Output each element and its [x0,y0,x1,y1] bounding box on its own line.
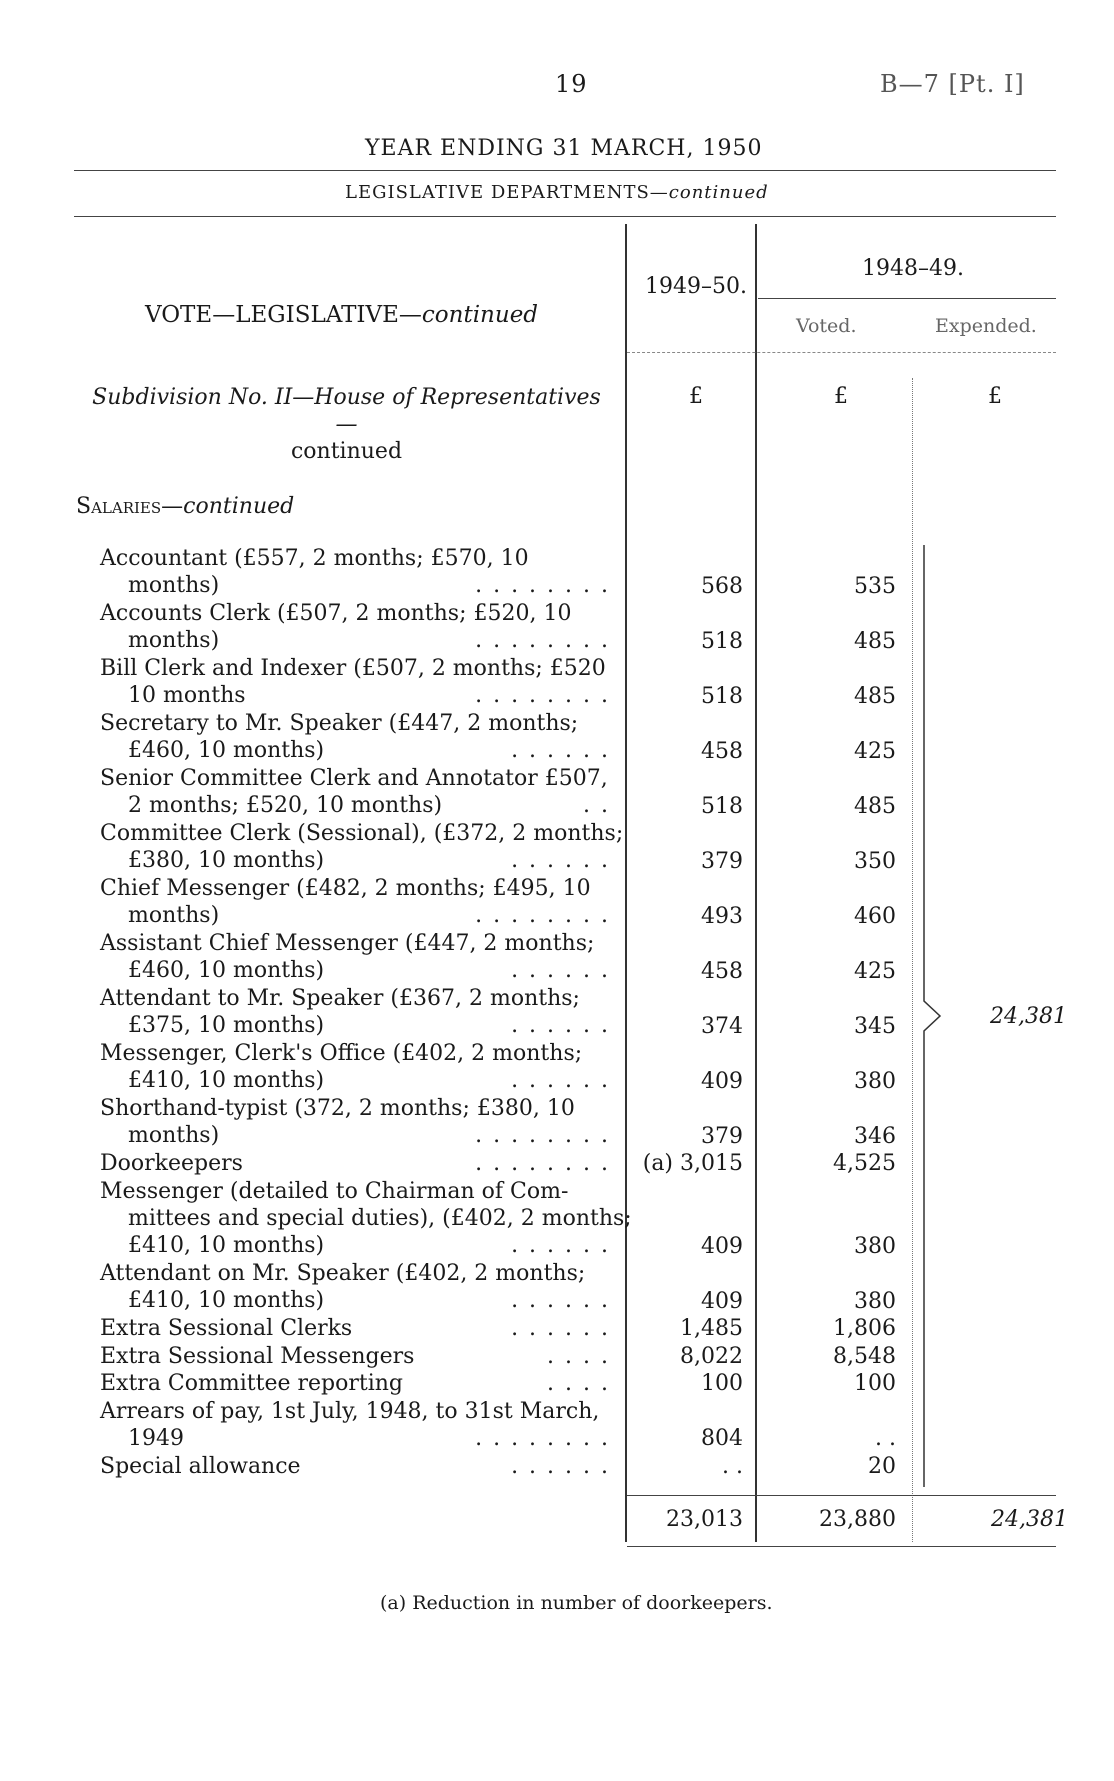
salary-row-8-voted: 345 [854,1013,896,1039]
leader-dots [578,710,610,737]
salary-row-3-1949-50: 458 [701,738,743,764]
leader-dots [575,1095,610,1122]
single-row-0-1949-50: (a) 3,015 [642,1151,743,1176]
special-allowance-row [100,1453,610,1480]
row-text: 2 months; £520, 10 months) [128,793,443,818]
row-line [100,875,610,902]
extra-row-1 [100,1343,610,1370]
row-line [100,1287,610,1314]
section-title [76,494,294,519]
column-group-rule [758,298,1056,299]
row-text: £410, 10 months) [128,1288,325,1313]
row-line [100,1398,610,1425]
messenger-row-voted: 380 [854,1233,896,1259]
salary-row-1 [100,600,610,654]
salary-row-7-voted: 425 [854,958,896,984]
salary-row-5-voted: 350 [854,848,896,874]
salary-row-6-1949-50: 493 [701,903,743,929]
row-text: months) [128,903,220,928]
salary-row-9-1949-50: 409 [701,1068,743,1094]
row-line [100,1040,610,1067]
expended-bracket [918,545,948,1487]
row-text: 1949 [128,1425,184,1451]
leader-dots [529,545,610,572]
messenger-row-1949-50: 409 [701,1233,743,1259]
row-text: Secretary to Mr. Speaker (£447, 2 months; [100,711,579,736]
row-line [100,1178,610,1205]
department-name: LEGISLATIVE DEPARTMENTS— [345,182,669,203]
total-expended: 24,381 [991,1507,1068,1532]
section-name: Salaries— [76,494,184,519]
row-line [100,1150,610,1177]
leader-dots: . . . . . . . . [475,1123,610,1148]
extra-row-0-voted: 1,806 [833,1316,896,1341]
row-text: Special allowance [100,1453,301,1479]
extra-row-2 [100,1370,610,1397]
row-line [100,1425,610,1452]
special-allowance-row-1949-50: . . [722,1453,743,1479]
extra-row-1-voted: 8,548 [833,1343,896,1369]
column-header-1949-50: 1949–50. [645,274,747,299]
row-line [100,1122,610,1149]
leader-dots: . . . . . . [511,1453,610,1479]
row-line [100,737,610,764]
department-title [345,182,769,203]
row-text: Accountant (£557, 2 months; £570, 10 [100,546,529,571]
row-text: £460, 10 months) [128,738,325,763]
salary-row-3-voted: 425 [854,738,896,764]
leader-dots: . . . . [547,1343,610,1369]
single-row-0 [100,1150,610,1177]
row-line [100,1453,610,1480]
leader-dots: . . . . [547,1371,610,1396]
header-rule-2 [74,216,1056,217]
leader-dots: . . . . . . [511,1288,610,1313]
salary-row-4 [100,765,610,819]
salary-row-6 [100,875,610,929]
total-voted: 23,880 [819,1507,896,1532]
attendant-row [100,1260,610,1314]
leader-dots: . . . . . . [511,1232,610,1258]
attendant-row-voted: 380 [854,1288,896,1314]
vote-continued: continued [421,302,539,328]
salary-row-2-1949-50: 518 [701,683,743,709]
leader-dots [591,875,610,902]
row-line [100,1260,610,1287]
column-header-expended: Expended. [935,315,1037,337]
leader-dots [580,985,610,1012]
salary-row-9 [100,1040,610,1094]
salary-row-4-voted: 485 [854,793,896,819]
salary-row-0-voted: 535 [854,573,896,599]
totals-bottom-rule [627,1546,1056,1547]
row-text: Extra Committee reporting [100,1371,403,1396]
leader-dots [571,600,610,627]
row-text: £410, 10 months) [128,1232,325,1258]
row-text: Senior Committee Clerk and Annotator £507, [100,766,608,791]
leader-dots: . . . . . . [511,1068,610,1093]
header-rule-1 [74,170,1056,171]
row-line [100,985,610,1012]
salary-row-2 [100,655,610,709]
leader-dots: . . . . . . [511,958,610,983]
salary-row-5 [100,820,624,874]
page-number: 19 [555,70,588,98]
row-line [100,902,610,929]
leader-dots [599,1398,610,1425]
row-line [100,930,610,957]
row-text: Assistant Chief Messenger (£447, 2 months; [100,931,595,956]
row-text: Bill Clerk and Indexer (£507, 2 months; £520 [100,656,606,681]
salary-row-8 [100,985,610,1039]
subdivision-name: Subdivision No. II—House of Representatives— [92,385,601,437]
single-row-0-voted: 4,525 [833,1151,896,1176]
extra-row-1-1949-50: 8,022 [680,1343,743,1369]
department-continued: continued [668,182,769,203]
row-text: months) [128,1123,220,1148]
row-line [100,1343,610,1370]
leader-dots: . . . . . . . . [475,683,610,708]
row-text: £410, 10 months) [128,1068,325,1093]
salary-row-3 [100,710,610,764]
row-line [100,545,610,572]
currency-symbol-voted: £ [834,384,848,409]
row-line [100,1232,610,1259]
row-line [100,655,610,682]
expended-bracket-value: 24,381 [990,1004,1067,1029]
row-text: Chief Messenger (£482, 2 months; £495, 10 [100,876,591,901]
row-text: mittees and special duties), (£402, 2 months; [128,1205,632,1231]
leader-dots [594,930,610,957]
row-line [100,572,610,599]
leader-dots: . . . . . . [511,738,610,763]
row-line [100,1067,610,1094]
currency-symbol-expended: £ [988,384,1002,409]
row-text: Attendant to Mr. Speaker (£367, 2 months; [100,986,580,1011]
subdivision-continued: continued [290,439,403,464]
arrears-row [100,1398,610,1452]
year-title: YEAR ENDING 31 MARCH, 1950 [365,136,763,161]
row-line [100,682,610,709]
row-text: Extra Sessional Messengers [100,1343,415,1369]
salary-row-10-voted: 346 [854,1123,896,1149]
vote-title [145,302,538,328]
salary-row-7-1949-50: 458 [701,958,743,984]
special-allowance-row-voted: 20 [868,1453,896,1479]
row-text: Messenger, Clerk's Office (£402, 2 months; [100,1041,583,1066]
extra-row-2-1949-50: 100 [701,1371,743,1396]
row-text: months) [128,628,220,653]
leader-dots: . . . . . . [511,848,610,873]
row-text: Extra Sessional Clerks [100,1316,353,1341]
extra-row-0 [100,1315,610,1342]
row-line [100,1095,610,1122]
row-text: Committee Clerk (Sessional), (£372, 2 months; [100,821,624,846]
row-text: 10 months [128,683,246,708]
row-line [100,710,610,737]
row-line [100,1370,610,1397]
leader-dots: . . . . . . . . [475,573,610,598]
salary-row-5-1949-50: 379 [701,848,743,874]
leader-dots [623,820,629,847]
salary-row-10-1949-50: 379 [701,1123,743,1149]
row-line [100,627,610,654]
row-text: Attendant on Mr. Speaker (£402, 2 months; [100,1261,586,1286]
salary-row-6-voted: 460 [854,903,896,929]
salary-row-9-voted: 380 [854,1068,896,1094]
arrears-row-voted: . . [875,1426,896,1451]
leader-dots [585,1260,610,1287]
row-text: Messenger (detailed to Chairman of Com- [100,1178,569,1204]
salary-row-1-voted: 485 [854,628,896,654]
row-line [100,820,624,847]
row-text: £380, 10 months) [128,848,325,873]
total-1949-50: 23,013 [666,1507,743,1532]
attendant-row-1949-50: 409 [701,1288,743,1314]
document-reference: B—7 [Pt. I] [880,70,1025,98]
messenger-row [100,1178,632,1259]
leader-dots: . . . . . . . . [475,628,610,653]
row-text: months) [128,573,220,598]
row-line [100,1205,632,1232]
subdivision-title [84,384,609,465]
salary-row-0-1949-50: 568 [701,573,743,599]
salary-row-10 [100,1095,610,1149]
arrears-row-1949-50: 804 [701,1426,743,1451]
row-text: Arrears of pay, 1st July, 1948, to 31st March, [100,1398,600,1424]
leader-dots: . . . . . . . . [475,903,610,928]
leader-dots: . . . . . . . . [475,1425,610,1451]
leader-dots: . . . . . . [511,1013,610,1038]
totals-top-rule [627,1495,1056,1496]
leader-dots [606,655,612,682]
row-line [100,1012,610,1039]
leader-dots: . . [583,793,610,818]
row-line [100,792,610,819]
section-continued: continued [183,494,295,519]
salary-row-4-1949-50: 518 [701,793,743,819]
column-header-voted: Voted. [796,315,857,337]
column-rule-expended [912,378,913,1542]
row-line [100,847,610,874]
row-text: Doorkeepers [100,1151,243,1176]
row-text: Accounts Clerk (£507, 2 months; £520, 10 [100,601,572,626]
column-header-1948-49: 1948–49. [862,256,964,281]
row-line [100,1315,610,1342]
table-header-rule [627,352,1056,353]
row-text: £460, 10 months) [128,958,325,983]
row-line [100,600,610,627]
footnote: (a) Reduction in number of doorkeepers. [380,1592,773,1614]
salary-row-2-voted: 485 [854,683,896,709]
leader-dots: . . . . . . [511,1316,610,1341]
row-text: £375, 10 months) [128,1013,325,1038]
leader-dots [568,1178,610,1205]
row-text: Shorthand-typist (372, 2 months; £380, 10 [100,1096,575,1121]
extra-row-0-1949-50: 1,485 [680,1316,743,1341]
column-rule-voted [755,224,757,1542]
leader-dots: . . . . . . . . [475,1151,610,1176]
vote-name: VOTE—LEGISLATIVE— [145,302,422,328]
row-line [100,765,610,792]
leader-dots [632,1205,638,1232]
salary-row-1-1949-50: 518 [701,628,743,654]
extra-row-2-voted: 100 [854,1371,896,1396]
leader-dots [582,1040,610,1067]
leader-dots [608,765,614,792]
currency-symbol-current: £ [689,384,703,409]
row-line [100,957,610,984]
salary-row-7 [100,930,610,984]
salary-row-8-1949-50: 374 [701,1013,743,1039]
salary-row-0 [100,545,610,599]
